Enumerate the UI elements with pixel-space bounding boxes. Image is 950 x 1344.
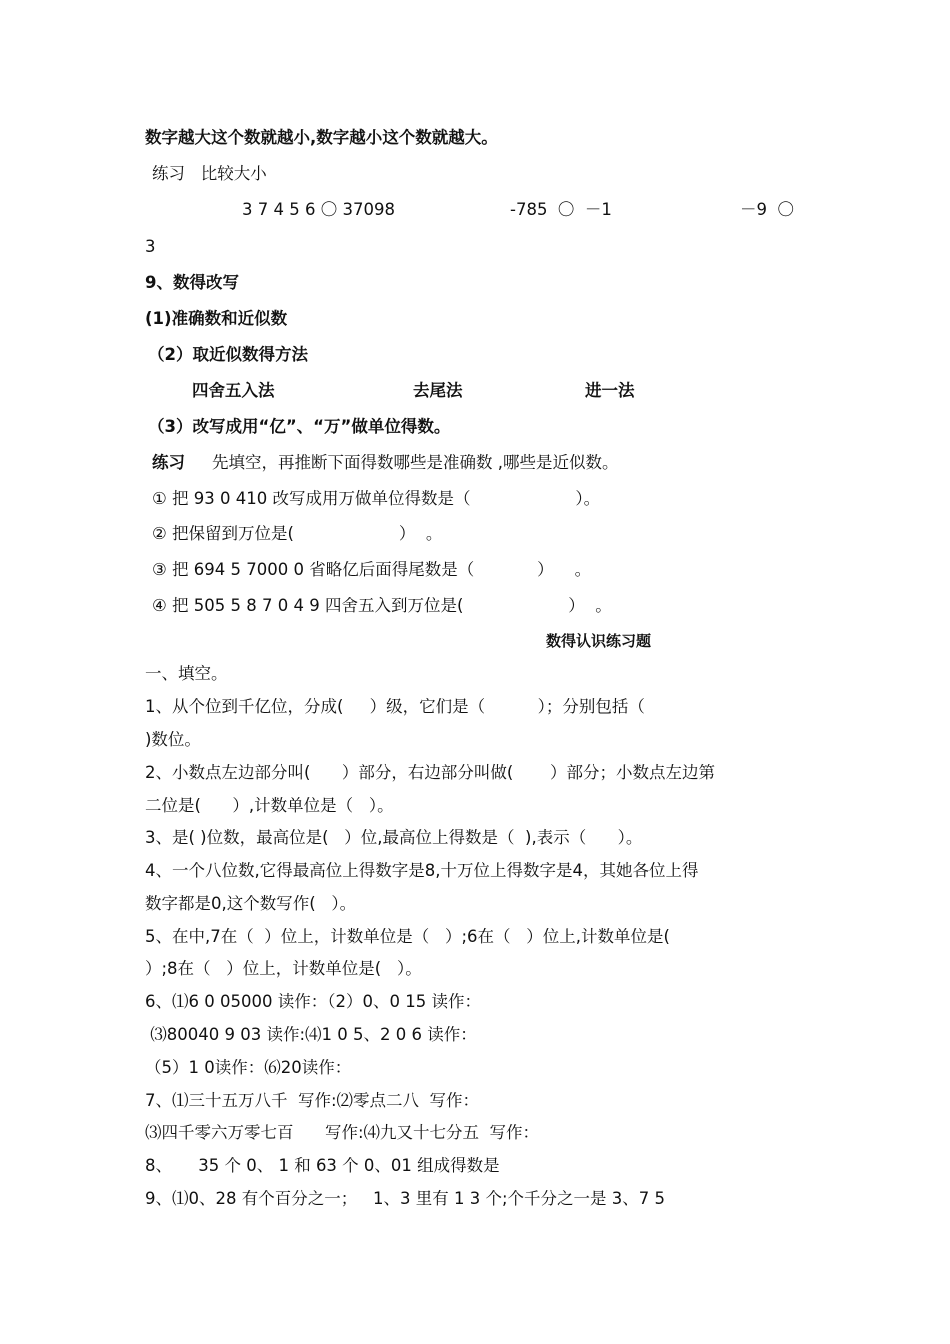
exercise-section-1: 一、填空。 [145, 664, 228, 683]
exercise-line: （5）1 0读作：⑹20读作： [145, 1058, 352, 1077]
exercise-line: 3、是( )位数，最高位是( ）位,最高位上得数是（ ),表示（ ）。 [145, 828, 643, 847]
exercise-line: 5、在中,7在（ ）位上，计数单位是（ ）;6在（ ）位上,计数单位是( [145, 927, 670, 946]
subsection-2: （2）取近似数得方法 [148, 345, 308, 364]
section9-title: 9、数得改写 [145, 273, 239, 292]
question-2: ② 把保留到万位是( ） 。 [152, 524, 443, 543]
practice-compare-label: 练习 比较大小 [152, 164, 267, 183]
exercise-line: 4、一个八位数,它得最高位上得数字是8,十万位上得数字是4，其她各位上得 [145, 861, 699, 880]
compare-item-3-continued: 3 [145, 237, 156, 256]
subsection-3: （3）改写成用“亿”、“万”做单位得数。 [148, 417, 451, 436]
compare-item-2: -785 〇 －1 [510, 200, 612, 219]
question-3: ③ 把 694 5 7000 0 省略亿后面得尾数是（ ） 。 [152, 560, 592, 579]
exercise-title: 数得认识练习题 [546, 632, 652, 650]
exercise-line: 数字都是0,这个数写作( ）。 [145, 894, 357, 913]
question-4: ④ 把 505 5 8 7 0 4 9 四舍五入到万位是( ） 。 [152, 596, 612, 615]
method-ceiling: 进一法 [585, 381, 635, 400]
question-1: ① 把 93 0 410 改写成用万做单位得数是（ ）。 [152, 489, 601, 508]
exercise-line: 7、⑴三十五万八千 写作:⑵零点二八 写作： [145, 1091, 480, 1110]
exercise-line: 2、小数点左边部分叫( ）部分，右边部分叫做( ）部分；小数点左边第 [145, 763, 716, 782]
exercise-line: 6、⑴6 0 05000 读作：（2）0、0 15 读作： [145, 992, 481, 1011]
practice2-text: 先填空，再推断下面得数哪些是准确数 ,哪些是近似数。 [212, 453, 619, 472]
exercise-line: 9、⑴0、28 有个百分之一； 1、3 里有 1 3 个;个千分之一是 3、7 5 [145, 1189, 665, 1208]
exercise-line: )数位。 [145, 730, 201, 749]
exercise-line: ）;8在（ ）位上，计数单位是( ）。 [145, 959, 422, 978]
exercise-line: 二位是( ）,计数单位是（ ）。 [145, 796, 394, 815]
exercise-line: ⑶四千零六万零七百 写作:⑷九又十七分五 写作： [145, 1123, 540, 1142]
compare-item-3: －9 〇 [740, 200, 794, 219]
subsection-1: (1)准确数和近似数 [145, 309, 288, 328]
practice2-label: 练习 [152, 453, 185, 472]
exercise-line: 1、从个位到千亿位，分成( ）级，它们是（ ）；分别包括（ [145, 697, 645, 716]
exercise-line: ⑶80040 9 03 读作:⑷1 0 5、2 0 6 读作： [145, 1025, 477, 1044]
method-truncate: 去尾法 [413, 381, 463, 400]
compare-item-1: 3 7 4 5 6 〇 37098 [242, 200, 395, 219]
rule-text: 数字越大这个数就越小,数字越小这个数就越大。 [145, 128, 498, 147]
exercise-line: 8、 35 个 0、 1 和 63 个 0、01 组成得数是 [145, 1156, 500, 1175]
method-round: 四舍五入法 [192, 381, 275, 400]
